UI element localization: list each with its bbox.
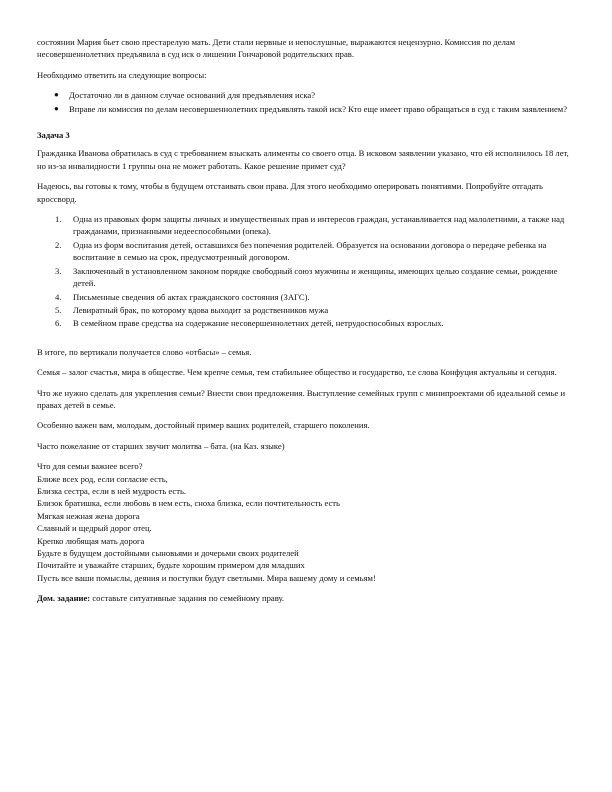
poem-line: Близок братишка, если любовь в нем есть, сноха близка, если почтительность есть	[37, 498, 340, 509]
poem-line: Что для семьи важнее всего?	[37, 461, 143, 472]
family-paragraph-3: Особенно важен вам, молодым, достойный пример ваших родителей, старшего поколения.	[37, 420, 370, 431]
poem-line: Будьте в будущем достойными сыновьями и дочерьми своих родителей	[37, 548, 299, 558]
blessing-poem	[37, 460, 573, 584]
list-item: 2. Одна из форм воспитания детей, оставшихся без попечения родителей. Образуется на основании договора о передаче ребенка на воспитание в семью на срок, предусмотренный договором.	[55, 239, 547, 263]
questions-lead: Необходимо ответить на следующие вопросы:	[37, 69, 207, 80]
task3-text: Гражданка Иванова обратилась в суд с требованием взыскать алименты со своего отца. В исковом заявлении указано, что ей исполнилось 18 лет, но из-за инвалидности 1 группы она не может работать. Какое решение примет суд?	[37, 148, 569, 171]
poem-line: Крепко любящая мать дорога	[37, 535, 145, 546]
poem-line: Мягкая нежная жена дорога	[37, 510, 140, 521]
questions-list	[37, 89, 573, 115]
document-page	[37, 36, 573, 613]
list-item: 4. Письменные сведения об актах гражданского состояния (ЗАГС).	[55, 291, 310, 302]
poem-line: Близка сестра, если в ней мудрость есть.	[37, 485, 187, 496]
list-item: ● Вправе ли комиссия по делам несовершеннолетних предъявлять такой иск? Кто еще имеет право обращаться в суд с таким заявлением?	[54, 103, 568, 114]
crossword-intro: Надеюсь, вы готовы к тому, чтобы в будущем отстаивать свои права. Для этого необходимо оперировать понятиями. Попробуйте отгадать кроссворд.	[37, 181, 543, 204]
family-paragraph-2: Что же нужно сделать для укрепления семьи? Внести свои предложения. Выступление семейных групп с минипроектами об идеальной семье и правах детей в семье.	[37, 387, 566, 410]
crossword-list	[37, 213, 573, 330]
list-item: 5. Левиратный брак, по которому вдова выходит за родственников мужа	[55, 304, 329, 315]
list-item: ● Достаточно ли в данном случае оснований для предъявления иска?	[54, 90, 316, 101]
homework-text: составьте ситуативные задания по семейному праву.	[90, 593, 285, 604]
family-paragraph-1: Семья – залог счастья, мира в обществе. Чем крепче семья, тем стабильнее общество и государство, т.е слова Конфуция актуальны и сегодня.	[37, 367, 557, 378]
list-item: 3. Заключенный в установленном законом порядке свободный союз мужчины и женщины, имеющих целью создание семьи, рождение детей.	[55, 265, 558, 289]
intro-paragraph: состоянии Мария бьет свою престарелую мать. Дети стали нервные и непослушные, выражаются нецензурно. Комиссия по делам несовершеннолетних предъявила в суд иск о лишении Гончаровой родительских прав.	[37, 37, 516, 60]
bullet-icon: ●	[54, 103, 59, 113]
poem-line: Почитайте и уважайте старших, будьте хорошим примером для младших	[37, 560, 305, 571]
list-item: 1. Одна из правовых форм защиты личных и имущественных прав и интересов граждан, устанавливается над малолетними, а также над гражданами, признанными недееспособными (опека).	[55, 214, 565, 237]
family-paragraph-4: Часто пожелание от старших звучит молитва – бата. (на Каз. языке)	[37, 440, 285, 451]
poem-line: Славный и щедрый дорог отец.	[37, 523, 152, 534]
poem-line: Ближе всех род, если согласие есть,	[37, 473, 168, 484]
bullet-icon: ●	[54, 90, 59, 100]
homework-label: Дом. задание:	[37, 593, 91, 604]
crossword-result: В итоге, по вертикали получается слово «отбасы» – семья.	[37, 346, 252, 357]
list-item: 6. В семейном праве средства на содержание несовершеннолетних детей, нетрудоспособных взрослых.	[55, 318, 444, 329]
homework	[37, 592, 573, 604]
task3-title: Задача 3	[37, 130, 70, 141]
poem-line: Пусть все ваши помыслы, деяния и поступки будут светлыми. Мира вашему дому и семьям!	[37, 572, 376, 583]
